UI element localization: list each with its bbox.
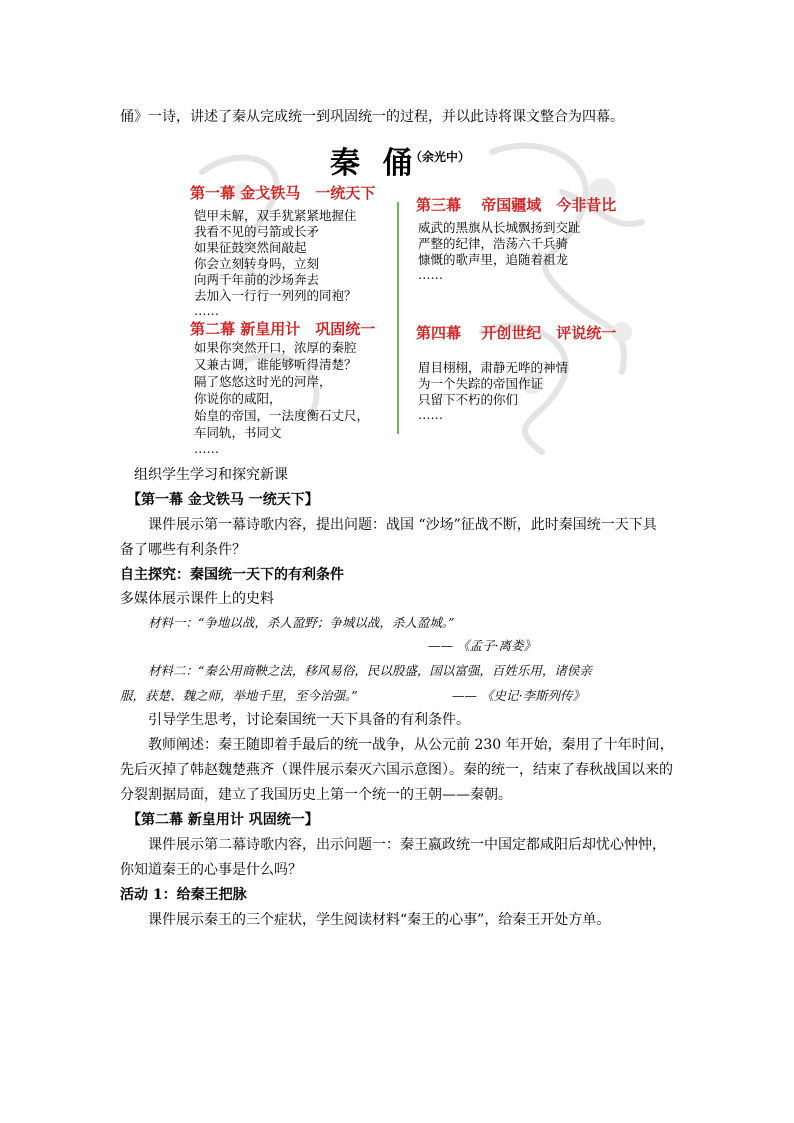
paragraph-line: 备了哪些有利条件？ <box>120 542 246 558</box>
act4-heading: 第四幕 开创世纪 评说统一 <box>416 324 617 342</box>
act2-section-title: 【第二幕 新皇用计 巩固统一】 <box>127 812 319 828</box>
paragraph-line: 引导学生思考，讨论秦国统一天下具备的有利条件。 <box>148 712 470 728</box>
act2-line: 如果你突然开口，浓厚的秦腔 <box>194 340 357 355</box>
act1-section-title: 【第一幕 金戈铁马 一统天下】 <box>127 492 319 508</box>
paragraph-line: 课件展示第一幕诗歌内容，提出问题：战国 “沙场”征战不断，此时秦国统一天下具 <box>148 517 657 533</box>
poem-author: （余光中） <box>410 150 471 164</box>
act1-line: 铠甲未解，双手犹紧紧地握住 <box>194 208 357 223</box>
material-one-source: —— 《孟子·离娄》 <box>428 638 536 653</box>
paragraph-line: 你知道秦王的心事是什么吗？ <box>120 862 302 878</box>
paragraph-line: 课件展示第二幕诗歌内容，出示问题一：秦王嬴政统一中国定都咸阳后却忧心忡忡， <box>148 837 666 853</box>
act2-line: 你说你的咸阳， <box>194 391 282 406</box>
act2-line: 车同轨，书同文 <box>194 425 282 440</box>
act2-line: 始皇的帝国，一法度衡石丈尺， <box>194 408 370 423</box>
inquiry-heading: 自主探究：秦国统一天下的有利条件 <box>120 567 344 583</box>
act1-line: …… <box>194 303 219 318</box>
act4-line: 只留下不朽的你们 <box>418 392 519 407</box>
act3-line: 慷慨的歌声里，追随着祖龙 <box>418 252 569 267</box>
material-two: 材料二：“秦公用商鞅之法，移风易俗，民以殷盛，国以富强，百姓乐用，诸侯亲 <box>148 663 592 678</box>
act1-line: 我看不见的弓箭或长矛 <box>194 224 320 239</box>
act3-line: 严整的纪律，浩荡六千兵骑 <box>418 236 569 251</box>
act1-line: 向两千年前的沙场奔去 <box>194 272 320 287</box>
act4-line: …… <box>418 407 443 422</box>
paragraph-line: 先后灭掉了韩赵魏楚燕齐（课件展示秦灭六国示意图）。秦的统一，结束了春秋战国以来的 <box>120 762 673 778</box>
act4-line: 眉目栩栩，肃静无哗的神情 <box>418 360 569 375</box>
act4-line: 为一个失踪的帝国作证 <box>418 376 544 391</box>
paragraph-line: 分裂割据局面，建立了我国历史上第一个统一的王朝——秦朝。 <box>120 787 512 803</box>
paragraph-line: 多媒体展示课件上的史料 <box>120 591 274 607</box>
act3-line: 威武的黑旗从长城飘扬到交趾 <box>418 220 581 235</box>
poem-title: 秦 俑 <box>330 146 419 181</box>
act2-line: 隔了悠悠这时光的河岸， <box>194 374 332 389</box>
vertical-divider <box>397 202 399 434</box>
intro-line: 俑》一诗，讲述了秦从完成统一到巩固统一的过程，并以此诗将课文整合为四幕。 <box>120 109 624 125</box>
act1-heading: 第一幕 金戈铁马 一统天下 <box>190 184 376 202</box>
paragraph-line: 课件展示秦王的三个症状，学生阅读材料“秦王的心事”，给秦王开处方单。 <box>148 912 611 928</box>
material-two-cont: 服，获楚、魏之师，举地千里，至今治强。” <box>120 688 358 703</box>
material-one: 材料一：“争地以战，杀人盈野；争城以战，杀人盈城。” <box>148 615 455 630</box>
act2-line: 又兼古调，谁能够听得清楚？ <box>194 357 357 372</box>
act1-line: 如果征鼓突然间敲起 <box>194 240 307 255</box>
section-heading: 组织学生学习和探究新课 <box>134 467 288 483</box>
act2-heading: 第二幕 新皇用计 巩固统一 <box>190 320 376 338</box>
poem-panel <box>182 132 652 458</box>
activity-heading: 活动 1：给秦王把脉 <box>120 887 247 903</box>
act1-line: 你会立刻转身吗，立刻 <box>194 256 320 271</box>
act1-line: 去加入一行行一列列的同袍？ <box>194 288 357 303</box>
act3-heading: 第三幕 帝国疆域 今非昔比 <box>416 196 617 214</box>
act2-line: …… <box>194 441 219 456</box>
material-two-source: —— 《史记·李斯列传》 <box>452 688 585 703</box>
paragraph-line: 教师阐述：秦王随即着手最后的统一战争，从公元前 230 年开始，秦用了十年时间， <box>148 737 674 753</box>
act3-line: …… <box>418 267 443 282</box>
